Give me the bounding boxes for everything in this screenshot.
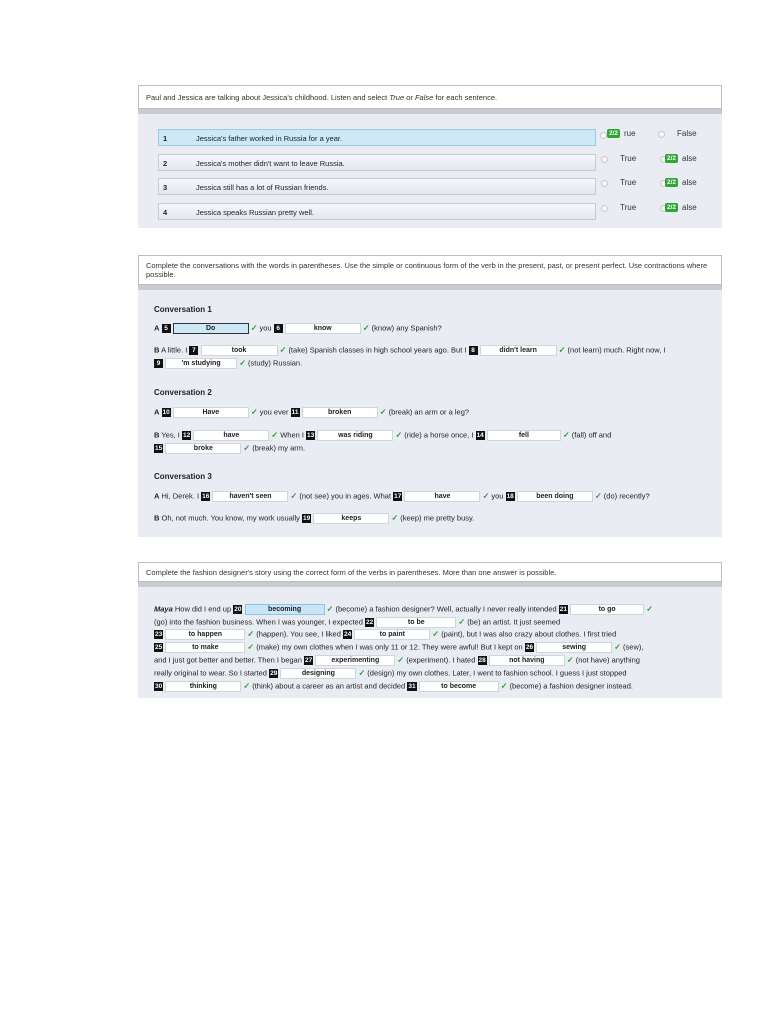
true-label[interactable]: True [620, 203, 637, 212]
story-area [138, 587, 722, 698]
exercise-line: B Yes, I 12 have ✓ When I 13 was riding ✓ (ride) a horse once, I 14 fell ✓ (fall) off and [154, 430, 612, 440]
check-icon: ✓ [500, 681, 508, 691]
false-label[interactable]: False [677, 129, 697, 138]
check-icon: ✓ [362, 323, 370, 333]
true-radio[interactable] [600, 132, 607, 139]
blank-number: 30 [155, 683, 163, 690]
answer-field[interactable]: 'm studying [165, 358, 237, 369]
check-icon: ✓ [432, 629, 440, 639]
blank-number: 27 [304, 657, 313, 664]
check-icon: ✓ [614, 642, 621, 652]
exercise-line: B Oh, not much. You know, my work usually 19 keeps ✓ (keep) me pretty busy. [154, 513, 475, 523]
answer-field[interactable]: Have [173, 407, 249, 418]
answer-field[interactable]: to happen [165, 629, 245, 640]
check-icon: ✓ [250, 323, 258, 333]
blank-number: 21 [559, 606, 568, 613]
blank-number: 19 [303, 515, 311, 522]
answer-field[interactable]: fell [487, 430, 561, 441]
exercise-line: A 10 Have ✓ you ever 11 broken ✓ (break) an arm or a leg? [154, 407, 470, 417]
check-icon: ✓ [458, 617, 466, 627]
blank-number: 16 [202, 493, 210, 500]
exercise-line: 9 'm studying ✓ (study) Russian. [154, 358, 302, 369]
blank-number: 9 [154, 359, 163, 368]
check-icon: ✓ [482, 491, 490, 501]
answer-field[interactable]: been doing [517, 491, 593, 502]
conversation-title: Conversation 3 [154, 472, 212, 481]
false-label[interactable]: alse [682, 178, 697, 187]
story-line: really original to wear. So I started 29 designing ✓ (design) my own clothes. Later, I went to fashion school. I guess I just stopped [154, 668, 627, 678]
check-icon: ✓ [247, 629, 255, 639]
score-badge: 2/2 [667, 179, 677, 186]
instructions: Complete the conversations with the words in parentheses. Use the simple or continuous form of the verb in the present, past, or present perfect. Use contractions where possible. [138, 255, 722, 285]
instructions: Paul and Jessica are talking about Jessica's childhood. Listen and select True or False for each sentence. [138, 85, 722, 109]
false-label[interactable]: alse [682, 203, 697, 212]
true-radio[interactable] [601, 180, 608, 187]
check-icon: ✓ [379, 407, 387, 417]
check-icon: ✓ [391, 513, 399, 523]
item-number: 1 [163, 134, 168, 143]
answer-field[interactable]: Do [173, 323, 249, 334]
answer-field[interactable]: keeps [313, 513, 389, 524]
statement-row[interactable] [158, 203, 596, 220]
conversation-title: Conversation 1 [154, 305, 212, 314]
check-icon: ✓ [239, 358, 246, 368]
check-icon: ✓ [395, 430, 403, 440]
answer-field[interactable]: broken [302, 407, 378, 418]
exercise-line: 15 broke ✓ (break) my arm. [155, 443, 306, 453]
true-false-panel [138, 85, 722, 228]
blank-number: 18 [506, 493, 514, 500]
answer-field[interactable]: to go [570, 604, 644, 615]
blank-number: 31 [408, 683, 416, 690]
check-icon: ✓ [358, 668, 366, 678]
blank-number: 6 [274, 324, 283, 333]
check-icon: ✓ [243, 681, 251, 691]
story-line: 25 to make ✓ (make) my own clothes when I was only 11 or 12. They were awful! But I kept on 26 sewing ✓ (sew), [155, 642, 644, 652]
check-icon: ✓ [594, 491, 602, 501]
blank-number: 10 [162, 409, 170, 416]
blank-number: 14 [476, 432, 484, 439]
check-icon: ✓ [397, 655, 405, 665]
check-icon: ✓ [562, 430, 570, 440]
exercise-line: A Hi, Derek. I 16 haven't seen ✓ (not see) you in ages. What 17 have ✓ you 18 been doing ✓ (do) recently? [154, 491, 650, 501]
answer-field[interactable]: didn't learn [480, 345, 557, 356]
answer-field[interactable]: designing [280, 668, 356, 679]
blank-number: 23 [155, 631, 163, 638]
exercise-line: B A little. I 7 took ✓ (take) Spanish classes in high school years ago. But I 8 didn't learn ✓ (not learn) much. Right now, I [154, 345, 666, 355]
speaker-label: Maya [154, 604, 173, 614]
blank-number: 22 [365, 619, 374, 626]
blank-number: 26 [525, 644, 534, 651]
conversations-panel [138, 255, 722, 537]
blank-number: 17 [394, 493, 402, 500]
item-number: 2 [163, 159, 168, 168]
blank-number: 12 [182, 432, 191, 439]
score-badge: 2/2 [667, 204, 677, 211]
story-line: and I just got better and better. Then I began 27 experimenting ✓ (experiment). I hated 28 not having ✓ (not have) anything [154, 655, 640, 665]
score-badge: 2/2 [667, 155, 677, 162]
blank-number: 7 [189, 346, 198, 355]
check-icon: ✓ [247, 642, 255, 652]
check-icon: ✓ [566, 655, 574, 665]
check-icon: ✓ [250, 407, 258, 417]
story-line: 30 thinking ✓ (think) about a career as an artist and decided 31 to become ✓ (become) a fashion designer instead. [155, 681, 633, 691]
statement-text: Jessica speaks Russian pretty well. [196, 208, 314, 217]
answer-field[interactable]: not having [489, 655, 565, 666]
true-label[interactable]: True [620, 154, 637, 163]
check-icon: ✓ [271, 430, 279, 440]
blank-number: 29 [270, 670, 278, 677]
check-icon: ✓ [646, 604, 653, 614]
blank-number: 8 [469, 346, 478, 355]
answer-field[interactable]: sewing [536, 642, 612, 653]
true-label[interactable]: True [620, 178, 637, 187]
story-panel [138, 562, 722, 698]
answer-field[interactable]: have [404, 491, 480, 502]
answer-field[interactable]: was riding [317, 430, 393, 441]
answer-field[interactable]: to paint [354, 629, 430, 640]
true-label[interactable]: rue [624, 129, 636, 138]
exercise-line: A 5 Do ✓ you 6 know ✓ (know) any Spanish? [154, 323, 442, 333]
item-number: 4 [163, 208, 168, 217]
answer-field[interactable]: know [285, 323, 361, 334]
blank-number: 25 [155, 644, 163, 651]
answer-field[interactable]: broke [165, 443, 241, 454]
story-line: 23 to happen ✓ (happen). You see, I liked 24 to paint ✓ (paint), but I was also crazy about clothes. I first tried [155, 629, 617, 639]
answer-field[interactable]: have [193, 430, 269, 441]
answer-field[interactable]: thinking [165, 681, 241, 692]
blank-number: 28 [478, 657, 486, 664]
blank-number: 5 [162, 324, 171, 333]
statement-text: Jessica's father worked in Russia for a year. [196, 134, 343, 143]
check-icon: ✓ [326, 604, 334, 614]
answer-field[interactable]: to be [376, 617, 456, 628]
score-badge: 2/2 [609, 130, 619, 137]
statement-row[interactable] [158, 154, 596, 171]
story-line: (go) into the fashion business. When I was younger, I expected 22 to be ✓ (be) an artist. It just seemed [154, 617, 561, 627]
answer-field[interactable]: experimenting [315, 655, 395, 666]
statement-text: Jessica's mother didn't want to leave Russia. [196, 159, 345, 168]
check-icon: ✓ [558, 345, 566, 355]
answer-field[interactable]: took [201, 345, 278, 356]
true-radio[interactable] [601, 156, 608, 163]
blank-number: 15 [155, 445, 163, 452]
speaker-label: A [154, 323, 160, 333]
check-icon: ✓ [290, 491, 298, 501]
check-icon: ✓ [243, 443, 251, 453]
blank-number: 24 [343, 631, 352, 638]
conversation-title: Conversation 2 [154, 388, 212, 397]
exercise-area [138, 290, 722, 537]
statement-row[interactable] [158, 178, 596, 195]
false-radio[interactable] [658, 131, 665, 138]
true-radio[interactable] [601, 205, 608, 212]
story-line: Maya How did I end up 20 becoming ✓ (become) a fashion designer? Well, actually I never really intended 21 to go ✓ [154, 604, 653, 614]
blank-number: 20 [234, 606, 242, 613]
answer-field[interactable]: haven't seen [212, 491, 288, 502]
question-list [138, 114, 722, 228]
answer-field[interactable]: to make [165, 642, 245, 653]
false-label[interactable]: alse [682, 154, 697, 163]
instructions: Complete the fashion designer's story using the correct form of the verbs in parentheses. More than one answer is possible. [138, 562, 722, 582]
statement-text: Jessica still has a lot of Russian friends. [196, 183, 329, 192]
answer-field[interactable]: becoming [245, 604, 325, 615]
blank-number: 13 [307, 432, 315, 439]
blank-number: 11 [291, 409, 299, 416]
item-number: 3 [163, 183, 168, 192]
check-icon: ✓ [279, 345, 287, 355]
statement-row[interactable] [158, 129, 596, 146]
answer-field[interactable]: to become [419, 681, 499, 692]
